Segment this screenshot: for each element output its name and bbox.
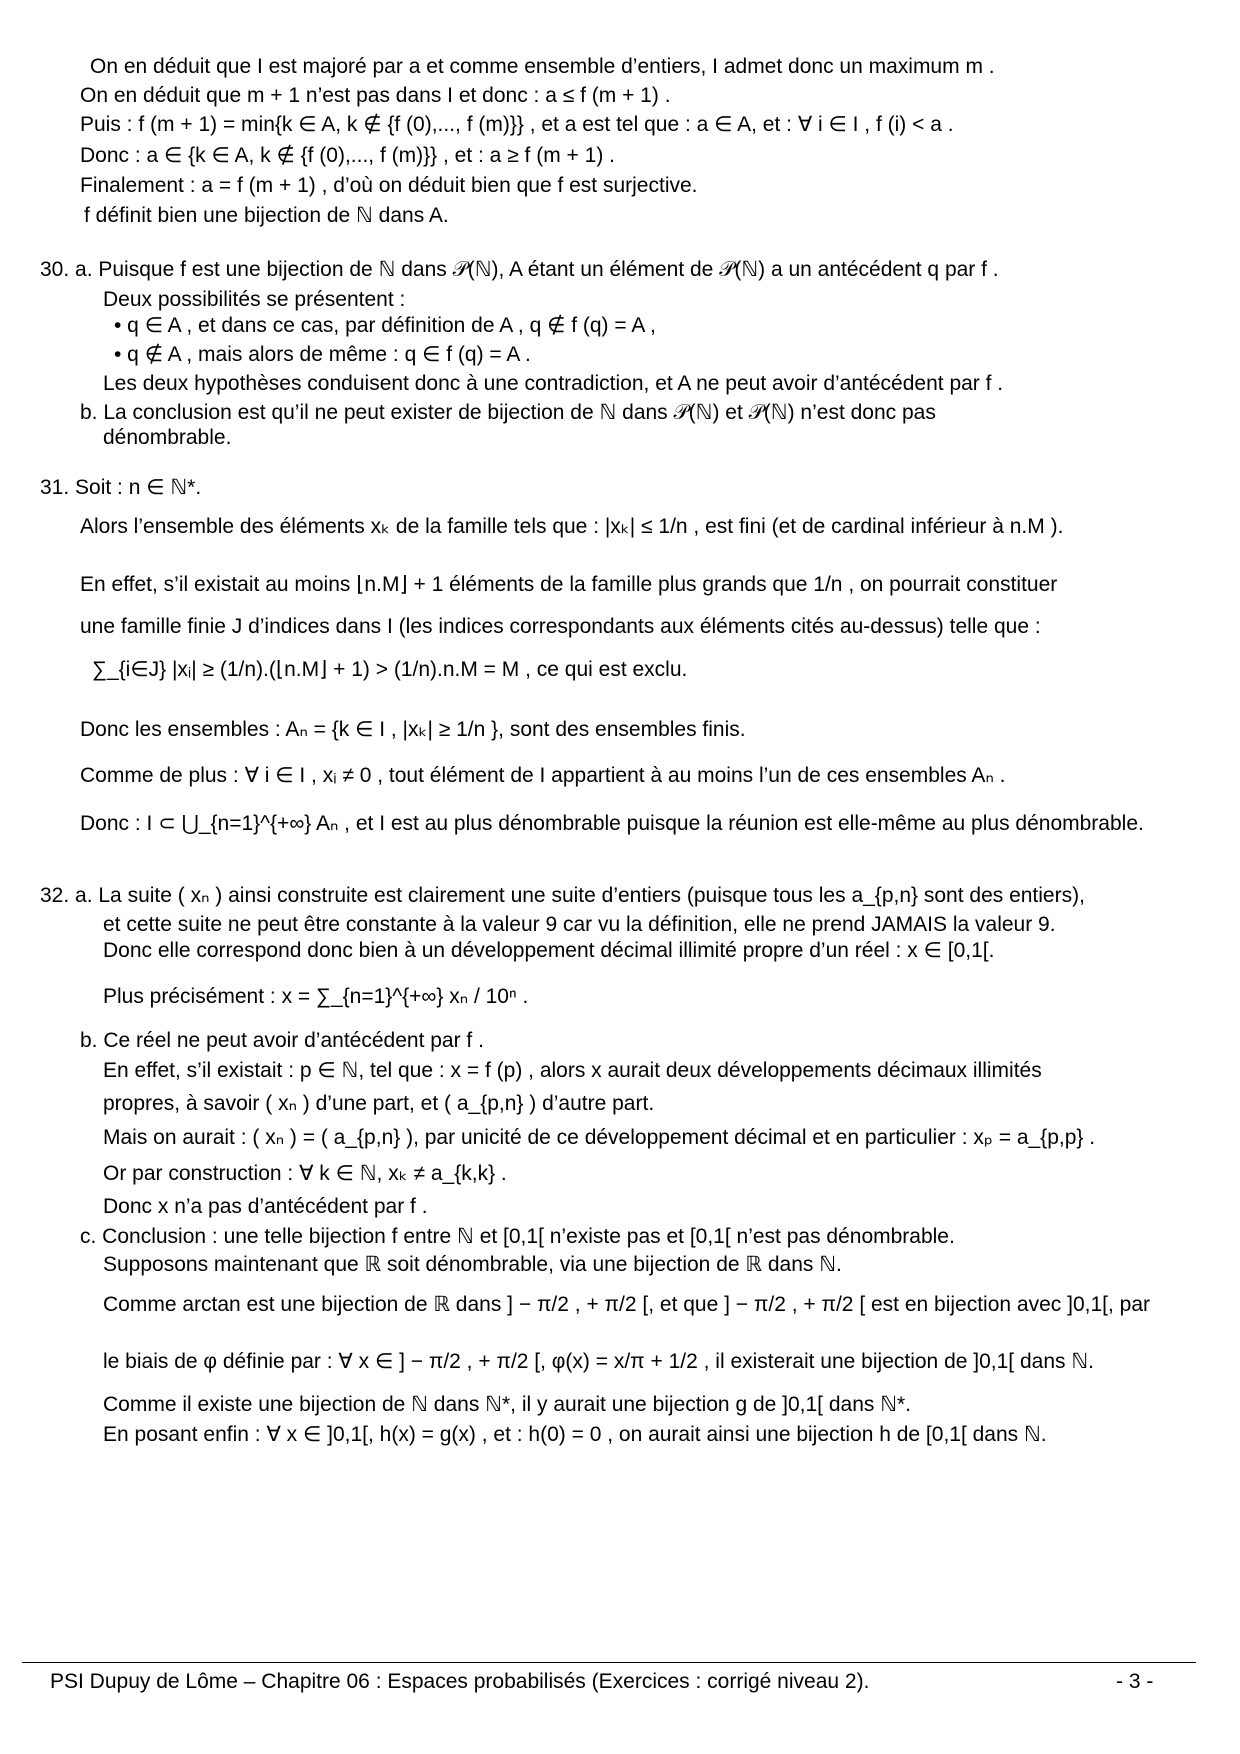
footer-divider (22, 1662, 1196, 1663)
text-line: une famille finie J d’indices dans I (les indices correspondants aux éléments cités au-dessus) telle que : (80, 615, 1041, 638)
formula-line: Plus précisément : x = ∑_{n=1}^{+∞} xₙ / 10ⁿ . (103, 985, 529, 1008)
bullet-item: • q ∉ A , mais alors de même : q ∈ f (q) = A . (114, 343, 531, 366)
text-line: Finalement : a = f (m + 1) , d’où on déduit bien que f est surjective. (80, 174, 698, 197)
text-line: Donc les ensembles : Aₙ = {k ∈ I , |xₖ| ≥ 1/n }, sont des ensembles finis. (80, 718, 746, 741)
exercise-32-c: c. Conclusion : une telle bijection f entre ℕ et [0,1[ n’existe pas et [0,1[ n’est pas dénombrable. (80, 1225, 955, 1248)
footer-title: PSI Dupuy de Lôme – Chapitre 06 : Espaces probabilisés (Exercices : corrigé niveau 2). (50, 1670, 870, 1693)
text-line: Comme de plus : ∀ i ∈ I , xᵢ ≠ 0 , tout élément de I appartient à au moins l’un de ces ensembles Aₙ . (80, 764, 1006, 787)
text-line: Supposons maintenant que ℝ soit dénombrable, via une bijection de ℝ dans ℕ. (103, 1253, 842, 1276)
exercise-30-a: 30. a. Puisque f est une bijection de ℕ dans 𝒫(ℕ), A étant un élément de 𝒫(ℕ) a un antécédent q par f . (40, 258, 999, 281)
formula-line: ∑_{i∈J} |xᵢ| ≥ (1/n).(⌊n.M⌋ + 1) > (1/n).n.M = M , ce qui est exclu. (92, 658, 688, 681)
text-line: En posant enfin : ∀ x ∈ ]0,1[, h(x) = g(x) , et : h(0) = 0 , on aurait ainsi une bijection h de [0,1[ dans ℕ. (103, 1423, 1047, 1446)
text-line: Puis : f (m + 1) = min{k ∈ A, k ∉ {f (0),..., f (m)}} , et a est tel que : a ∈ A, et : ∀ i ∈ I , f (i) < a . (80, 113, 954, 136)
exercise-30-b: b. La conclusion est qu’il ne peut exister de bijection de ℕ dans 𝒫(ℕ) et 𝒫(ℕ) n’est donc pas (80, 401, 936, 424)
text-line: On en déduit que m + 1 n’est pas dans I et donc : a ≤ f (m + 1) . (80, 84, 671, 107)
text-line: En effet, s’il existait : p ∈ ℕ, tel que : x = f (p) , alors x aurait deux développements décimaux illimités (103, 1059, 1042, 1082)
exercise-32-b: b. Ce réel ne peut avoir d’antécédent par f . (80, 1029, 484, 1052)
text-line: Mais on aurait : ( xₙ ) = ( a_{p,n} ), par unicité de ce développement décimal et en particulier : xₚ = a_{p,p} . (103, 1126, 1096, 1149)
text-line: Donc elle correspond donc bien à un développement décimal illimité propre d’un réel : x ∈ [0,1[. (103, 939, 995, 962)
text-line: Deux possibilités se présentent : (103, 288, 406, 311)
text-line: dénombrable. (103, 426, 232, 449)
text-line: f définit bien une bijection de ℕ dans A. (84, 204, 449, 227)
formula-line: Donc : I ⊂ ⋃_{n=1}^{+∞} Aₙ , et I est au plus dénombrable puisque la réunion est elle-même au plus dénombrable. (80, 812, 1144, 835)
text-line: Donc : a ∈ {k ∈ A, k ∉ {f (0),..., f (m)}} , et : a ≥ f (m + 1) . (80, 144, 615, 167)
text-line: On en déduit que I est majoré par a et comme ensemble d’entiers, I admet donc un maximum m . (90, 55, 995, 78)
bullet-item: • q ∈ A , et dans ce cas, par définition de A , q ∉ f (q) = A , (114, 314, 656, 337)
text-line: Donc x n’a pas d’antécédent par f . (103, 1195, 428, 1218)
text-line: et cette suite ne peut être constante à la valeur 9 car vu la définition, elle ne prend JAMAIS la valeur 9. (103, 913, 1056, 936)
text-line: Comme il existe une bijection de ℕ dans ℕ*, il y aurait une bijection g de ]0,1[ dans ℕ*. (103, 1393, 912, 1416)
text-line: Or par construction : ∀ k ∈ ℕ, xₖ ≠ a_{k,k} . (103, 1162, 507, 1185)
text-line: Alors l’ensemble des éléments xₖ de la famille tels que : |xₖ| ≤ 1/n , est fini (et de cardinal inférieur à n.M ). (80, 515, 1064, 538)
page-number: - 3 - (1116, 1670, 1154, 1693)
text-line: le biais de φ définie par : ∀ x ∈ ] − π/2 , + π/2 [, φ(x) = x/π + 1/2 , il existerait une bijection de ]0,1[ dans ℕ. (103, 1350, 1094, 1373)
exercise-31: 31. Soit : n ∈ ℕ*. (40, 476, 202, 499)
text-line: En effet, s’il existait au moins ⌊n.M⌋ + 1 éléments de la famille plus grands que 1/n , on pourrait constituer (80, 573, 1058, 596)
text-line: propres, à savoir ( xₙ ) d’une part, et ( a_{p,n} ) d’autre part. (103, 1092, 655, 1115)
exercise-32-a: 32. a. La suite ( xₙ ) ainsi construite est clairement une suite d’entiers (puisque tous les a_{p,n} sont des entiers), (40, 884, 1085, 907)
text-line: Comme arctan est une bijection de ℝ dans ] − π/2 , + π/2 [, et que ] − π/2 , + π/2 [ est en bijection avec ]0,1[, par (103, 1293, 1150, 1316)
text-line: Les deux hypothèses conduisent donc à une contradiction, et A ne peut avoir d’antécédent par f . (103, 372, 1004, 395)
